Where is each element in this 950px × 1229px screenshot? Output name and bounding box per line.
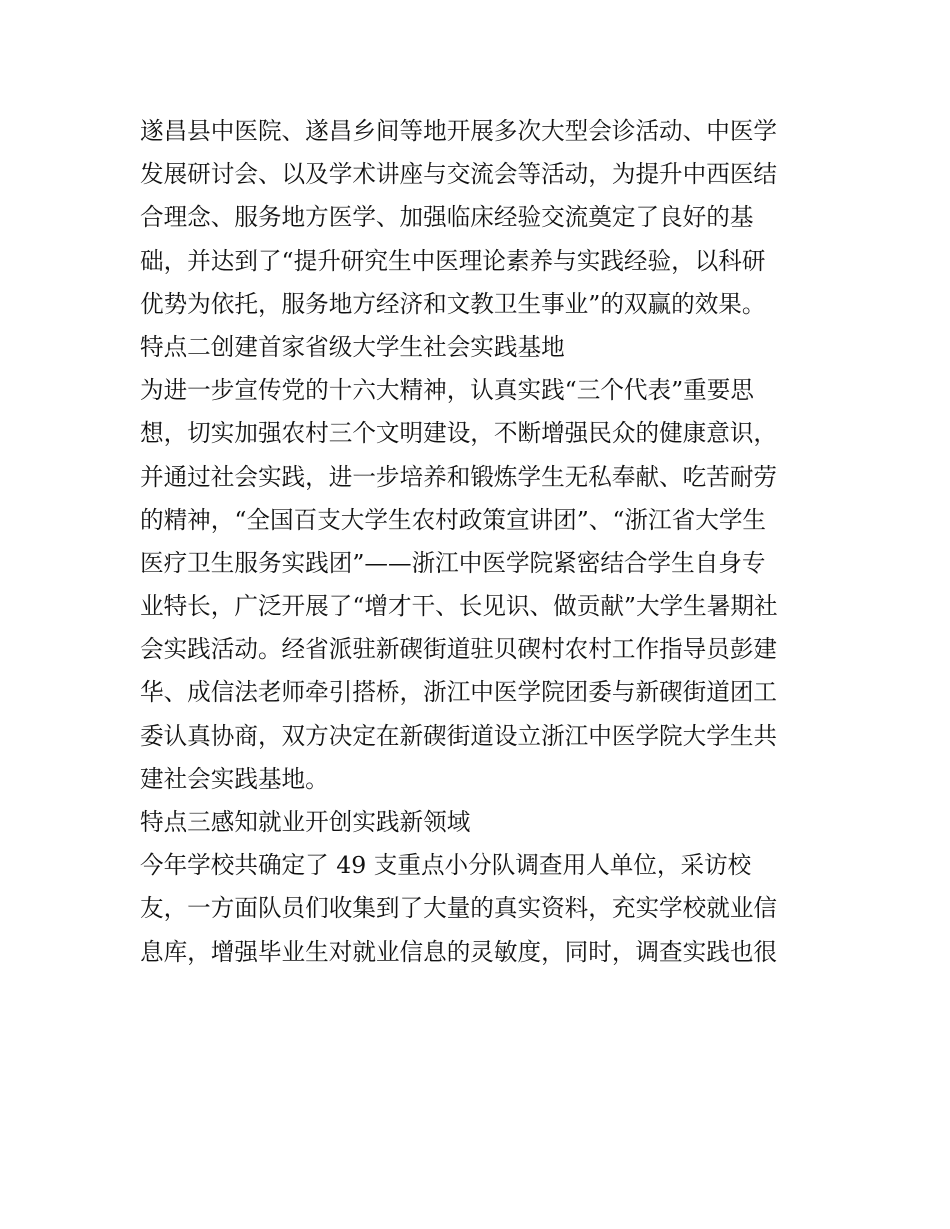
text-line: 并通过社会实践，进一步培养和锻炼学生无私奉献、吃苦耐劳 [140,462,778,491]
text-line: 委认真协商，双方决定在新碶街道设立浙江中医学院大学生共 [140,721,778,750]
text-line: 遂昌县中医院、遂昌乡间等地开展多次大型会诊活动、中医学 [140,117,778,145]
document-body [140,110,820,974]
text-line: 合理念、服务地方医学、加强临床经验交流奠定了良好的基 [140,203,754,232]
text-line: 优势为依托，服务地方经济和文教卫生事业”的双赢的效果。 [140,289,766,318]
text-line: 息库，增强毕业生对就业信息的灵敏度，同时，调查实践也很 [140,937,778,966]
text-line: 友，一方面队员们收集到了大量的真实资料，充实学校就业信 [140,894,778,923]
text-line: 的精神，“全国百支大学生农村政策宣讲团”、“浙江省大学生 [140,505,767,534]
text-line: 为进一步宣传党的十六大精神，认真实践“三个代表”重要思 [140,376,754,405]
text-line: 发展研讨会、以及学术讲座与交流会等活动，为提升中西医结 [140,160,778,189]
text-line: 今年学校共确定了 49 支重点小分队调查用人单位，采访校 [140,851,752,880]
text-line: 华、成信法老师牵引搭桥，浙江中医学院团委与新碶街道团工 [140,678,778,707]
section-heading: 特点二创建首家省级大学生社会实践基地 [140,332,565,361]
text-line: 业特长，广泛开展了“增才干、长见识、做贡献”大学生暑期社 [140,592,778,621]
text-line: 会实践活动。经省派驻新碶街道驻贝碶村农村工作指导员彭建 [140,635,778,664]
text-line: 础，并达到了“提升研究生中医理论素养与实践经验，以科研 [140,246,766,275]
section-heading: 特点三感知就业开创实践新领域 [140,808,471,836]
text-line: 想，切实加强农村三个文明建设，不断增强民众的健康意识， [140,419,778,448]
text-line: 医疗卫生服务实践团”——浙江中医学院紧密结合学生自身专 [140,548,766,577]
text-line: 建社会实践基地。 [140,764,329,793]
